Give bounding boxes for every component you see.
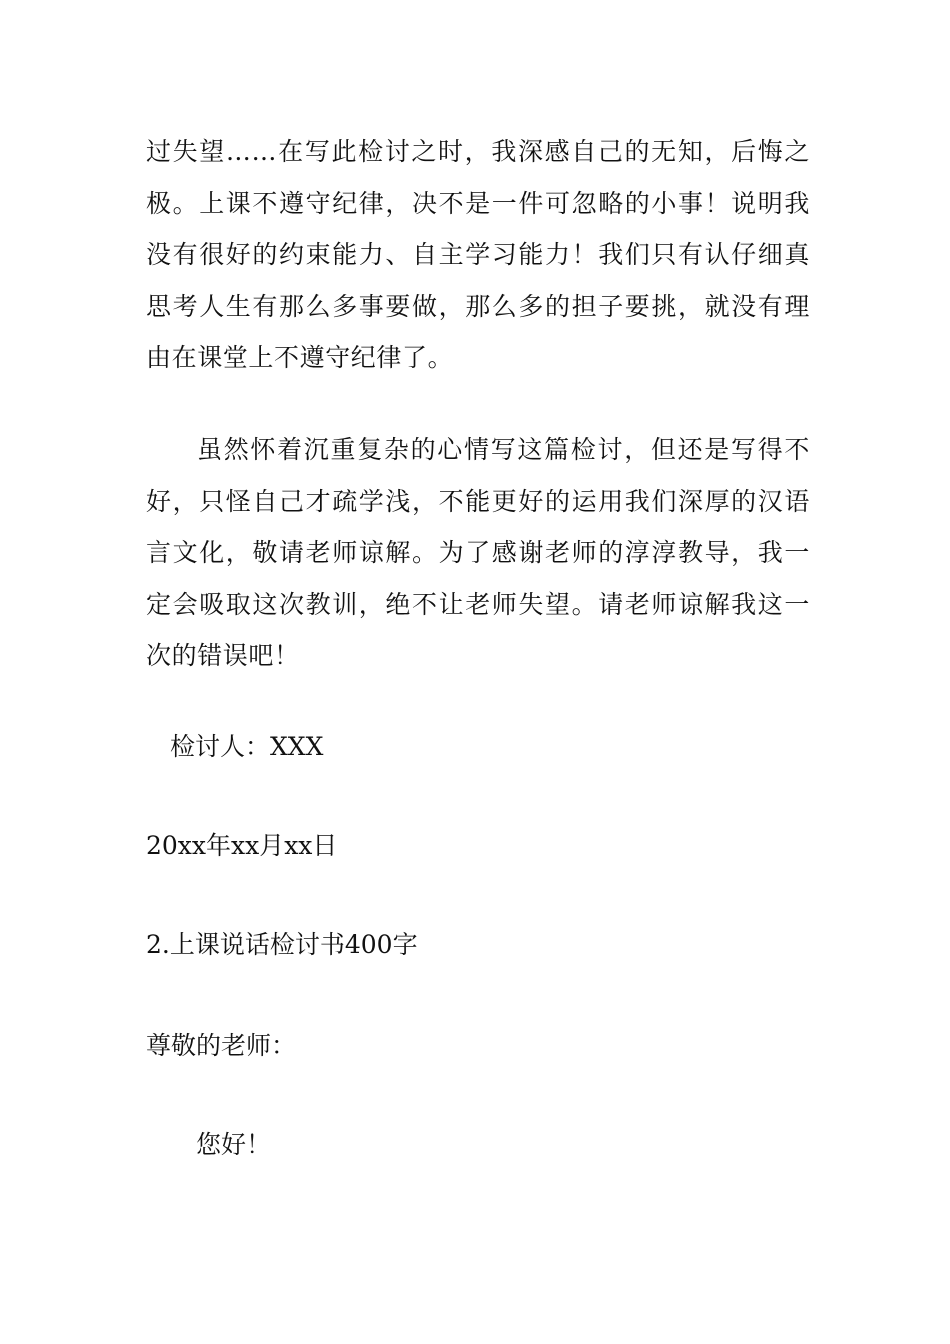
body-paragraph-2: 虽然怀着沉重复杂的心情写这篇检讨，但还是写得不好，只怪自己才疏学浅，不能更好的运用我们深厚的汉语言文化，敬请老师谅解。为了感谢老师的淳淳教导，我一定会吸取这次教训，绝不让老师失望。请老师谅解我这一次的错误吧！ bbox=[146, 435, 810, 670]
date-line: 20xx年xx月xx日 bbox=[146, 831, 338, 860]
signature-line: 检讨人：XXX bbox=[170, 732, 324, 761]
greeting: 您好！ bbox=[196, 1130, 272, 1159]
section-title: 2.上课说话检讨书400字 bbox=[146, 930, 418, 959]
salutation: 尊敬的老师： bbox=[146, 1031, 297, 1060]
body-paragraph-1: 过失望……在写此检讨之时，我深感自己的无知，后悔之极。上课不遵守纪律，决不是一件可忽略的小事！说明我没有很好的约束能力、自主学习能力！我们只有认仔细真思考人生有那么多事要做，那么多的担子要挑，就没有理由在课堂上不遵守纪律了。 bbox=[146, 137, 810, 372]
